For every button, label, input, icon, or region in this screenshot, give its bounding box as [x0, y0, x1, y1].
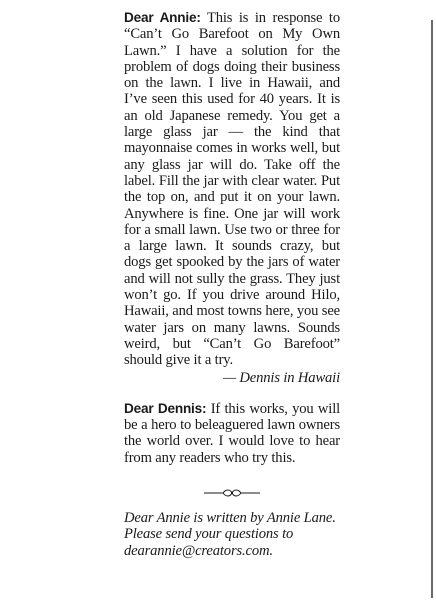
reply-body: If this works, you will be a hero to beleaguered lawn owners the world over. I would love to hear from any readers who try this. [124, 400, 341, 466]
letter-body: This is in response to “Can’t Go Barefoot on My Own Lawn.” I have a solution for the problem of dogs doing their business on the lawn. I live in Hawaii, and I’ve seen this used for 40 years. It is an old Japanese remedy. You get a large glass jar — the kind that mayonnaise comes in works well, but any glass jar will do. Take off the label. Fill the jar with clear water. Put the top on, and put it on your lawn. Anywhere is fine. One jar will work for a small lawn. Use two or three for a large lawn. It sounds crazy, but dogs get spooked by the jars of water and will not sully the grass. They just won’t go. If you drive around Hilo, Hawaii, and most towns here, you see water jars on many lawns. Sounds weird, but “Can’t Go Barefoot” should give it a try. [124, 10, 340, 369]
reply-salutation: Dear Dennis: [124, 400, 207, 416]
reply-paragraph [124, 401, 340, 466]
column-rule [431, 20, 433, 598]
letter-paragraph [124, 10, 340, 369]
advice-column [124, 10, 340, 559]
letter-signature: — Dennis in Hawaii [223, 369, 340, 386]
letter-salutation: Dear Annie: [124, 10, 201, 25]
column-footer: Dear Annie is written by Annie Lane. Please send your questions to dearannie@creators.com. [124, 510, 336, 559]
scroll-divider-icon [124, 488, 340, 498]
